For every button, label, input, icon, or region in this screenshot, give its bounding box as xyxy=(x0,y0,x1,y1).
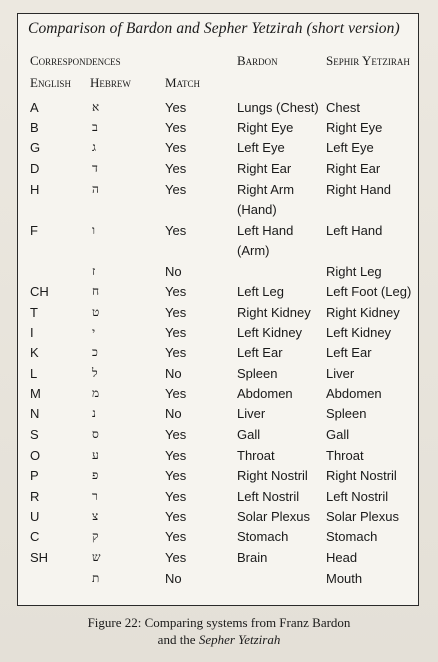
bardon-cell-continuation: (Hand) xyxy=(237,202,277,217)
table-row xyxy=(18,284,418,304)
bardon-cell: Spleen xyxy=(237,366,278,381)
match-cell: Yes xyxy=(165,386,187,401)
bardon-cell: Right Ear xyxy=(237,161,292,176)
caption-prefix: and the xyxy=(157,632,199,647)
sephir-cell: Left Hand xyxy=(326,223,383,238)
sephir-cell: Right Eye xyxy=(326,120,383,135)
table-title: Comparison of Bardon and Sepher Yetzirah (short version) xyxy=(28,20,400,37)
hebrew-cell: י xyxy=(92,325,96,339)
table-row-continuation xyxy=(18,243,418,263)
table-row xyxy=(18,345,418,365)
caption-italic-title: Sepher Yetzirah xyxy=(198,632,281,647)
table-row xyxy=(18,468,418,488)
table-row xyxy=(18,571,418,591)
match-cell: Yes xyxy=(165,223,187,238)
sephir-cell: Abdomen xyxy=(326,386,382,401)
bardon-cell: Gall xyxy=(237,427,261,442)
bardon-cell: Right Eye xyxy=(237,120,294,135)
hebrew-cell: ג xyxy=(92,140,96,154)
english-cell: N xyxy=(30,406,40,421)
bardon-cell: Abdomen xyxy=(237,386,293,401)
sephir-cell: Solar Plexus xyxy=(326,509,399,524)
bardon-cell: Liver xyxy=(237,406,266,421)
bardon-cell: Throat xyxy=(237,448,275,463)
table-row-continuation xyxy=(18,202,418,222)
table-row xyxy=(18,161,418,181)
english-cell: CH xyxy=(30,284,49,299)
english-cell: B xyxy=(30,120,39,135)
sephir-cell: Left Ear xyxy=(326,345,372,360)
hebrew-cell: מ xyxy=(92,386,100,400)
table-row xyxy=(18,325,418,345)
match-cell: Yes xyxy=(165,468,187,483)
english-cell: G xyxy=(30,140,41,155)
sephir-cell: Chest xyxy=(326,100,360,115)
bardon-cell: Left Kidney xyxy=(237,325,303,340)
match-cell: Yes xyxy=(165,284,187,299)
table-row xyxy=(18,100,418,120)
header-bardon: Bardon xyxy=(237,53,278,68)
table-row xyxy=(18,305,418,325)
match-cell: Yes xyxy=(165,305,187,320)
figure-caption xyxy=(0,614,438,648)
sephir-cell: Right Hand xyxy=(326,182,392,197)
sephir-cell: Mouth xyxy=(326,571,363,586)
match-cell: Yes xyxy=(165,509,187,524)
match-cell: Yes xyxy=(165,325,187,340)
match-cell: Yes xyxy=(165,550,187,565)
hebrew-cell: נ xyxy=(92,406,96,420)
sephir-cell: Stomach xyxy=(326,529,378,544)
bardon-cell: Right Nostril xyxy=(237,468,308,483)
table-row xyxy=(18,140,418,160)
bardon-cell: Left Ear xyxy=(237,345,283,360)
sephir-cell: Right Nostril xyxy=(326,468,397,483)
match-cell: Yes xyxy=(165,100,187,115)
hebrew-cell: ר xyxy=(92,489,98,503)
hebrew-cell: ו xyxy=(92,223,96,237)
match-cell: Yes xyxy=(165,345,187,360)
english-cell: L xyxy=(30,366,38,381)
table-row xyxy=(18,386,418,406)
match-cell: Yes xyxy=(165,140,187,155)
english-cell: F xyxy=(30,223,38,238)
caption-line-1: Figure 22: Comparing systems from Franz Bardon xyxy=(87,615,351,630)
hebrew-cell: א xyxy=(92,100,100,114)
hebrew-cell: ל xyxy=(92,366,98,380)
hebrew-cell: ב xyxy=(92,120,98,134)
hebrew-cell: ס xyxy=(92,427,99,441)
sephir-cell: Right Leg xyxy=(326,264,382,279)
english-cell: C xyxy=(30,529,40,544)
english-cell: U xyxy=(30,509,40,524)
match-cell: Yes xyxy=(165,529,187,544)
sephir-cell: Left Foot (Leg) xyxy=(326,284,412,299)
hebrew-cell: ע xyxy=(92,448,99,462)
hebrew-cell: ד xyxy=(92,161,98,175)
match-cell: No xyxy=(165,406,182,421)
bardon-cell-continuation: (Arm) xyxy=(237,243,270,258)
header-correspondences: Correspondences xyxy=(30,53,121,68)
sephir-cell: Spleen xyxy=(326,406,367,421)
bardon-cell: Stomach xyxy=(237,529,289,544)
sephir-cell: Gall xyxy=(326,427,350,442)
match-cell: No xyxy=(165,264,182,279)
english-cell: K xyxy=(30,345,39,360)
bardon-cell: Left Hand xyxy=(237,223,294,238)
hebrew-cell: ח xyxy=(92,284,100,298)
table-row xyxy=(18,406,418,426)
hebrew-cell: פ xyxy=(92,468,99,482)
table-row xyxy=(18,550,418,570)
english-cell: O xyxy=(30,448,41,463)
english-cell: P xyxy=(30,468,39,483)
header-hebrew: Hebrew xyxy=(90,75,131,90)
sephir-cell: Right Kidney xyxy=(326,305,400,320)
bardon-cell: Solar Plexus xyxy=(237,509,310,524)
hebrew-cell: ה xyxy=(92,182,99,196)
table-row xyxy=(18,182,418,202)
english-cell: SH xyxy=(30,550,49,565)
english-cell: I xyxy=(30,325,34,340)
hebrew-cell: ז xyxy=(92,264,96,278)
hebrew-cell: ת xyxy=(92,571,100,585)
bardon-cell: Left Nostril xyxy=(237,489,300,504)
english-cell: M xyxy=(30,386,41,401)
bardon-cell: Right Arm xyxy=(237,182,295,197)
bardon-cell: Left Eye xyxy=(237,140,285,155)
table-row xyxy=(18,448,418,468)
table-row xyxy=(18,120,418,140)
hebrew-cell: ק xyxy=(92,529,99,543)
table-row xyxy=(18,489,418,509)
match-cell: Yes xyxy=(165,120,187,135)
hebrew-cell: כ xyxy=(92,345,98,359)
sephir-cell: Left Kidney xyxy=(326,325,392,340)
table-row xyxy=(18,529,418,549)
match-cell: Yes xyxy=(165,448,187,463)
hebrew-cell: ש xyxy=(92,550,101,564)
table-row xyxy=(18,223,418,243)
match-cell: Yes xyxy=(165,161,187,176)
english-cell: A xyxy=(30,100,39,115)
sephir-cell: Liver xyxy=(326,366,355,381)
table-row xyxy=(18,264,418,284)
bardon-cell: Lungs (Chest) xyxy=(237,100,319,115)
match-cell: Yes xyxy=(165,427,187,442)
sephir-cell: Left Nostril xyxy=(326,489,389,504)
match-cell: No xyxy=(165,366,182,381)
sephir-cell: Head xyxy=(326,550,358,565)
match-cell: Yes xyxy=(165,182,187,197)
bardon-cell: Left Leg xyxy=(237,284,284,299)
english-cell: R xyxy=(30,489,40,504)
sephir-cell: Throat xyxy=(326,448,364,463)
caption-line-2 xyxy=(0,631,438,648)
english-cell: D xyxy=(30,161,40,176)
english-cell: H xyxy=(30,182,40,197)
sephir-cell: Right Ear xyxy=(326,161,381,176)
header-match: Match xyxy=(165,75,201,90)
header-sephir: Sephir Yetzirah xyxy=(326,53,410,68)
table-frame xyxy=(17,13,419,606)
english-cell: S xyxy=(30,427,39,442)
bardon-cell: Brain xyxy=(237,550,268,565)
table-row xyxy=(18,427,418,447)
table-row xyxy=(18,366,418,386)
match-cell: Yes xyxy=(165,489,187,504)
bardon-cell: Right Kidney xyxy=(237,305,311,320)
english-cell: T xyxy=(30,305,38,320)
hebrew-cell: צ xyxy=(92,509,99,523)
hebrew-cell: ט xyxy=(92,305,100,319)
header-english: English xyxy=(30,75,71,90)
match-cell: No xyxy=(165,571,182,586)
table-row xyxy=(18,509,418,529)
sephir-cell: Left Eye xyxy=(326,140,374,155)
